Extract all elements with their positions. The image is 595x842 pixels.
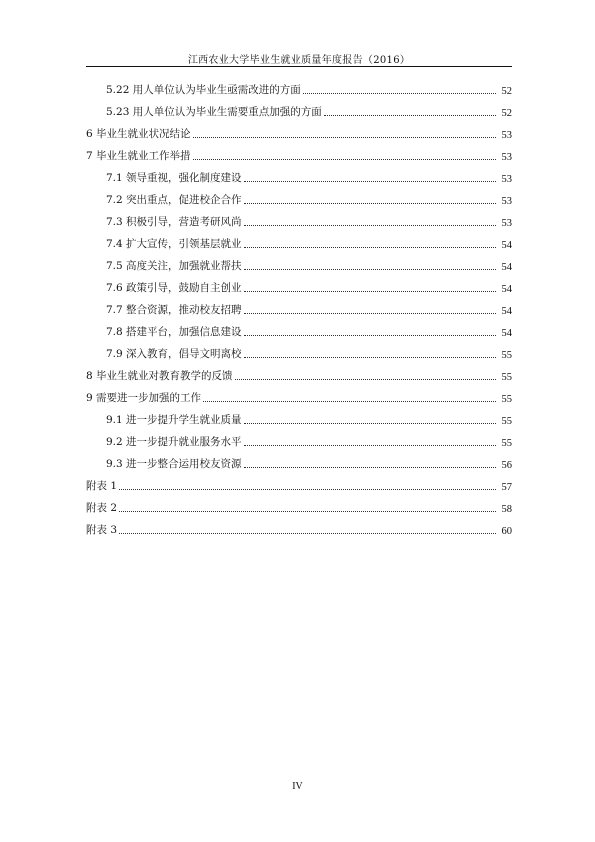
toc-entry[interactable] [86,141,512,163]
toc-entry-title: 7.5 高度关注，加强就业帮扶 [106,260,242,272]
toc-entry[interactable] [86,471,512,493]
toc-entry-page: 53 [501,218,512,229]
toc-entry-title: 9.2 进一步提升就业服务水平 [106,436,242,448]
toc-dot-leader [244,423,496,424]
toc-dot-leader [119,511,496,512]
page-number: IV [292,781,303,792]
toc-dot-leader [324,115,496,116]
toc-entry[interactable] [86,449,512,471]
toc-entry[interactable] [86,119,512,141]
toc-entry-page: 53 [501,174,512,185]
toc-entry[interactable] [86,185,512,207]
toc-entry-page: 52 [501,86,512,97]
toc-dot-leader [244,357,496,358]
toc-entry-title: 7.1 领导重视，强化制度建设 [106,172,242,184]
toc-dot-leader [119,489,496,490]
toc-dot-leader [119,533,496,534]
toc-entry-page: 55 [501,416,512,427]
toc-entry-title: 6 毕业生就业状况结论 [86,128,191,140]
toc-entry-title: 7.9 深入教育，倡导文明离校 [106,348,242,360]
toc-entry-page: 54 [501,262,512,273]
toc-dot-leader [244,181,496,182]
toc-entry-page: 54 [501,328,512,339]
toc-dot-leader [244,467,496,468]
toc-entry-title: 8 毕业生就业对教育教学的反馈 [86,370,233,382]
toc-entry[interactable] [86,339,512,361]
toc-dot-leader [244,225,496,226]
toc-dot-leader [244,445,496,446]
toc-entry-title: 7.4 扩大宣传，引领基层就业 [106,238,242,250]
toc-dot-leader [244,291,496,292]
toc-entry-page: 58 [501,504,512,515]
toc-entry-page: 55 [501,372,512,383]
toc-entry-page: 55 [501,438,512,449]
toc-entry[interactable] [86,97,512,119]
toc-entry-title: 9.1 进一步提升学生就业质量 [106,414,242,426]
toc-dot-leader [244,313,496,314]
toc-entry-page: 53 [501,196,512,207]
toc-dot-leader [244,247,496,248]
toc-entry[interactable] [86,515,512,537]
toc-entry[interactable] [86,207,512,229]
toc-entry-page: 56 [501,460,512,471]
toc-dot-leader [235,379,496,380]
toc-entry[interactable] [86,493,512,515]
toc-entry-title: 5.22 用人单位认为毕业生亟需改进的方面 [106,84,301,96]
toc-entry-page: 53 [501,152,512,163]
toc-entry[interactable] [86,229,512,251]
toc-dot-leader [193,137,496,138]
table-of-contents [86,75,512,537]
toc-entry[interactable] [86,75,512,97]
toc-dot-leader [203,401,496,402]
toc-entry-title: 9.3 进一步整合运用校友资源 [106,458,242,470]
toc-entry[interactable] [86,405,512,427]
toc-dot-leader [244,203,496,204]
toc-entry-title: 7.8 搭建平台，加强信息建设 [106,326,242,338]
toc-dot-leader [244,269,496,270]
toc-entry-title: 7 毕业生就业工作举措 [86,150,191,162]
toc-entry-title: 9 需要进一步加强的工作 [86,392,202,404]
toc-entry-page: 53 [501,130,512,141]
toc-entry-title: 7.3 积极引导，营造考研风尚 [106,216,242,228]
toc-dot-leader [193,159,496,160]
toc-dot-leader [244,335,496,336]
toc-entry-page: 55 [501,350,512,361]
toc-entry-title: 7.2 突出重点，促进校企合作 [106,194,242,206]
toc-entry[interactable] [86,383,512,405]
toc-entry[interactable] [86,427,512,449]
toc-entry-title: 附表 1 [86,480,118,492]
toc-entry[interactable] [86,361,512,383]
running-header: 江西农业大学毕业生就业质量年度报告（2016） [187,55,411,66]
toc-entry-page: 54 [501,306,512,317]
header-rule [86,66,512,67]
toc-entry[interactable] [86,273,512,295]
toc-entry-title: 7.6 政策引导，鼓励自主创业 [106,282,242,294]
toc-entry-page: 55 [501,394,512,405]
toc-entry-title: 5.23 用人单位认为毕业生需要重点加强的方面 [106,106,322,118]
toc-entry-title: 7.7 整合资源，推动校友招聘 [106,304,242,316]
toc-dot-leader [303,93,496,94]
toc-entry-page: 52 [501,108,512,119]
toc-entry-page: 54 [501,284,512,295]
toc-entry-page: 57 [501,482,512,493]
toc-entry[interactable] [86,295,512,317]
toc-entry[interactable] [86,163,512,185]
toc-entry-page: 60 [501,526,512,537]
toc-entry-title: 附表 3 [86,524,118,536]
toc-entry-title: 附表 2 [86,502,118,514]
toc-entry[interactable] [86,317,512,339]
toc-entry[interactable] [86,251,512,273]
toc-entry-page: 54 [501,240,512,251]
